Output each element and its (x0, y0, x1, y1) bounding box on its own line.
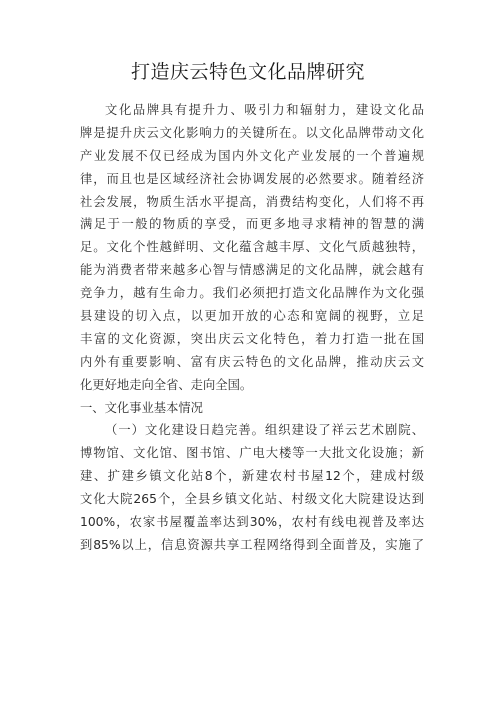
paragraph-line: 内外有重要影响、富有庆云特色的文化品牌，推动庆云文 (80, 354, 424, 369)
paragraph-line: 化更好地走向全省、走向全国。 (80, 377, 253, 392)
document-title: 打造庆云特色文化品牌研究 (130, 61, 365, 83)
paragraph-line: 100%，农家书屋覆盖率达到30%，农村有线电视普及率达 (80, 515, 424, 530)
paragraph-line: 到85%以上，信息资源共享工程网络得到全面普及，实施了 (80, 537, 424, 552)
paragraph-line: 竞争力，越有生命力。我们必须把打造文化品牌作为文化强 (80, 286, 424, 301)
paragraph-line: 文化大院265个，全县乡镇文化站、村级文化大院建设达到 (80, 492, 424, 507)
paragraph-line: 社会发展，物质生活水平提高，消费结构变化，人们将不再 (80, 194, 424, 209)
paragraph-line: （一）文化建设日趋完善。组织建设了祥云艺术剧院、 (105, 423, 424, 438)
paragraph-line: 建、扩建乡镇文化站8个，新建农村书屋12个，建成村级 (80, 469, 424, 484)
paragraph-line: 律，而且也是区域经济社会协调发展的必然要求。随着经济 (80, 171, 424, 186)
paragraph-line: 丰富的文化资源，突出庆云文化特色，着力打造一批在国 (80, 331, 424, 346)
paragraph-line: 能为消费者带来越多心智与情感满足的文化品牌，就会越有 (80, 263, 424, 278)
section-heading: 一、文化事业基本情况 (80, 400, 203, 415)
paragraph-line: 产业发展不仅已经成为国内外文化产业发展的一个普遍规 (80, 148, 424, 163)
paragraph-line: 博物馆、文化馆、图书馆、广电大楼等一大批文化设施；新 (80, 446, 424, 461)
paragraph-line: 满足于一般的物质的享受，而更多地寻求精神的智慧的满 (80, 217, 424, 232)
paragraph-line: 牌是提升庆云文化影响力的关键所在。以文化品牌带动文化 (80, 125, 424, 140)
document-body (80, 99, 424, 557)
paragraph-line: 足。文化个性越鲜明、文化蕴含越丰厚、文化气质越独特， (80, 240, 424, 255)
paragraph-line: 县建设的切入点，以更加开放的心态和宽阔的视野，立足 (80, 309, 424, 324)
paragraph-line: 文化品牌具有提升力、吸引力和辐射力，建设文化品 (105, 103, 424, 117)
